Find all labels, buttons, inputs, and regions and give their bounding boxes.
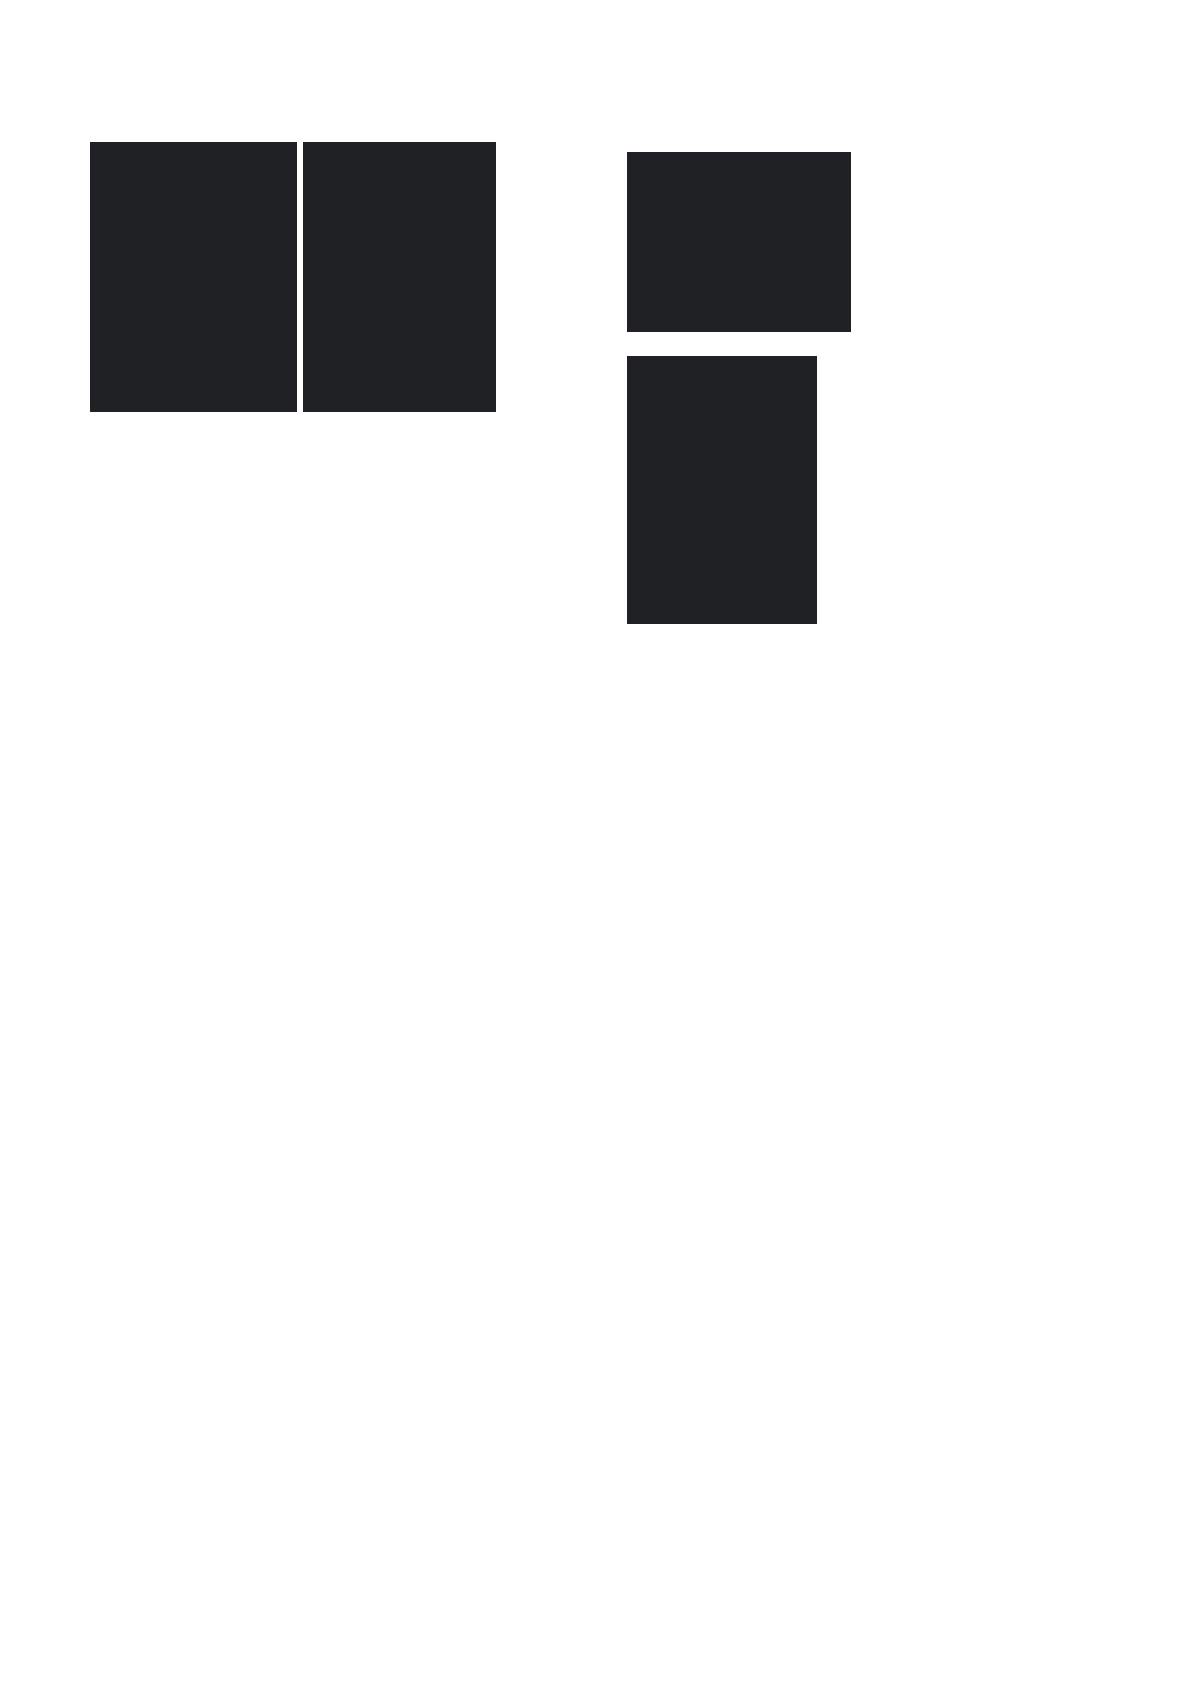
- sound-screenshots: [90, 142, 590, 412]
- sound-panel-2: [303, 142, 496, 412]
- storage-panel: [627, 152, 851, 332]
- home-screen-panel: [627, 356, 817, 624]
- sound-panel-1: [90, 142, 297, 412]
- left-column: [90, 118, 590, 444]
- right-column: [627, 118, 1137, 640]
